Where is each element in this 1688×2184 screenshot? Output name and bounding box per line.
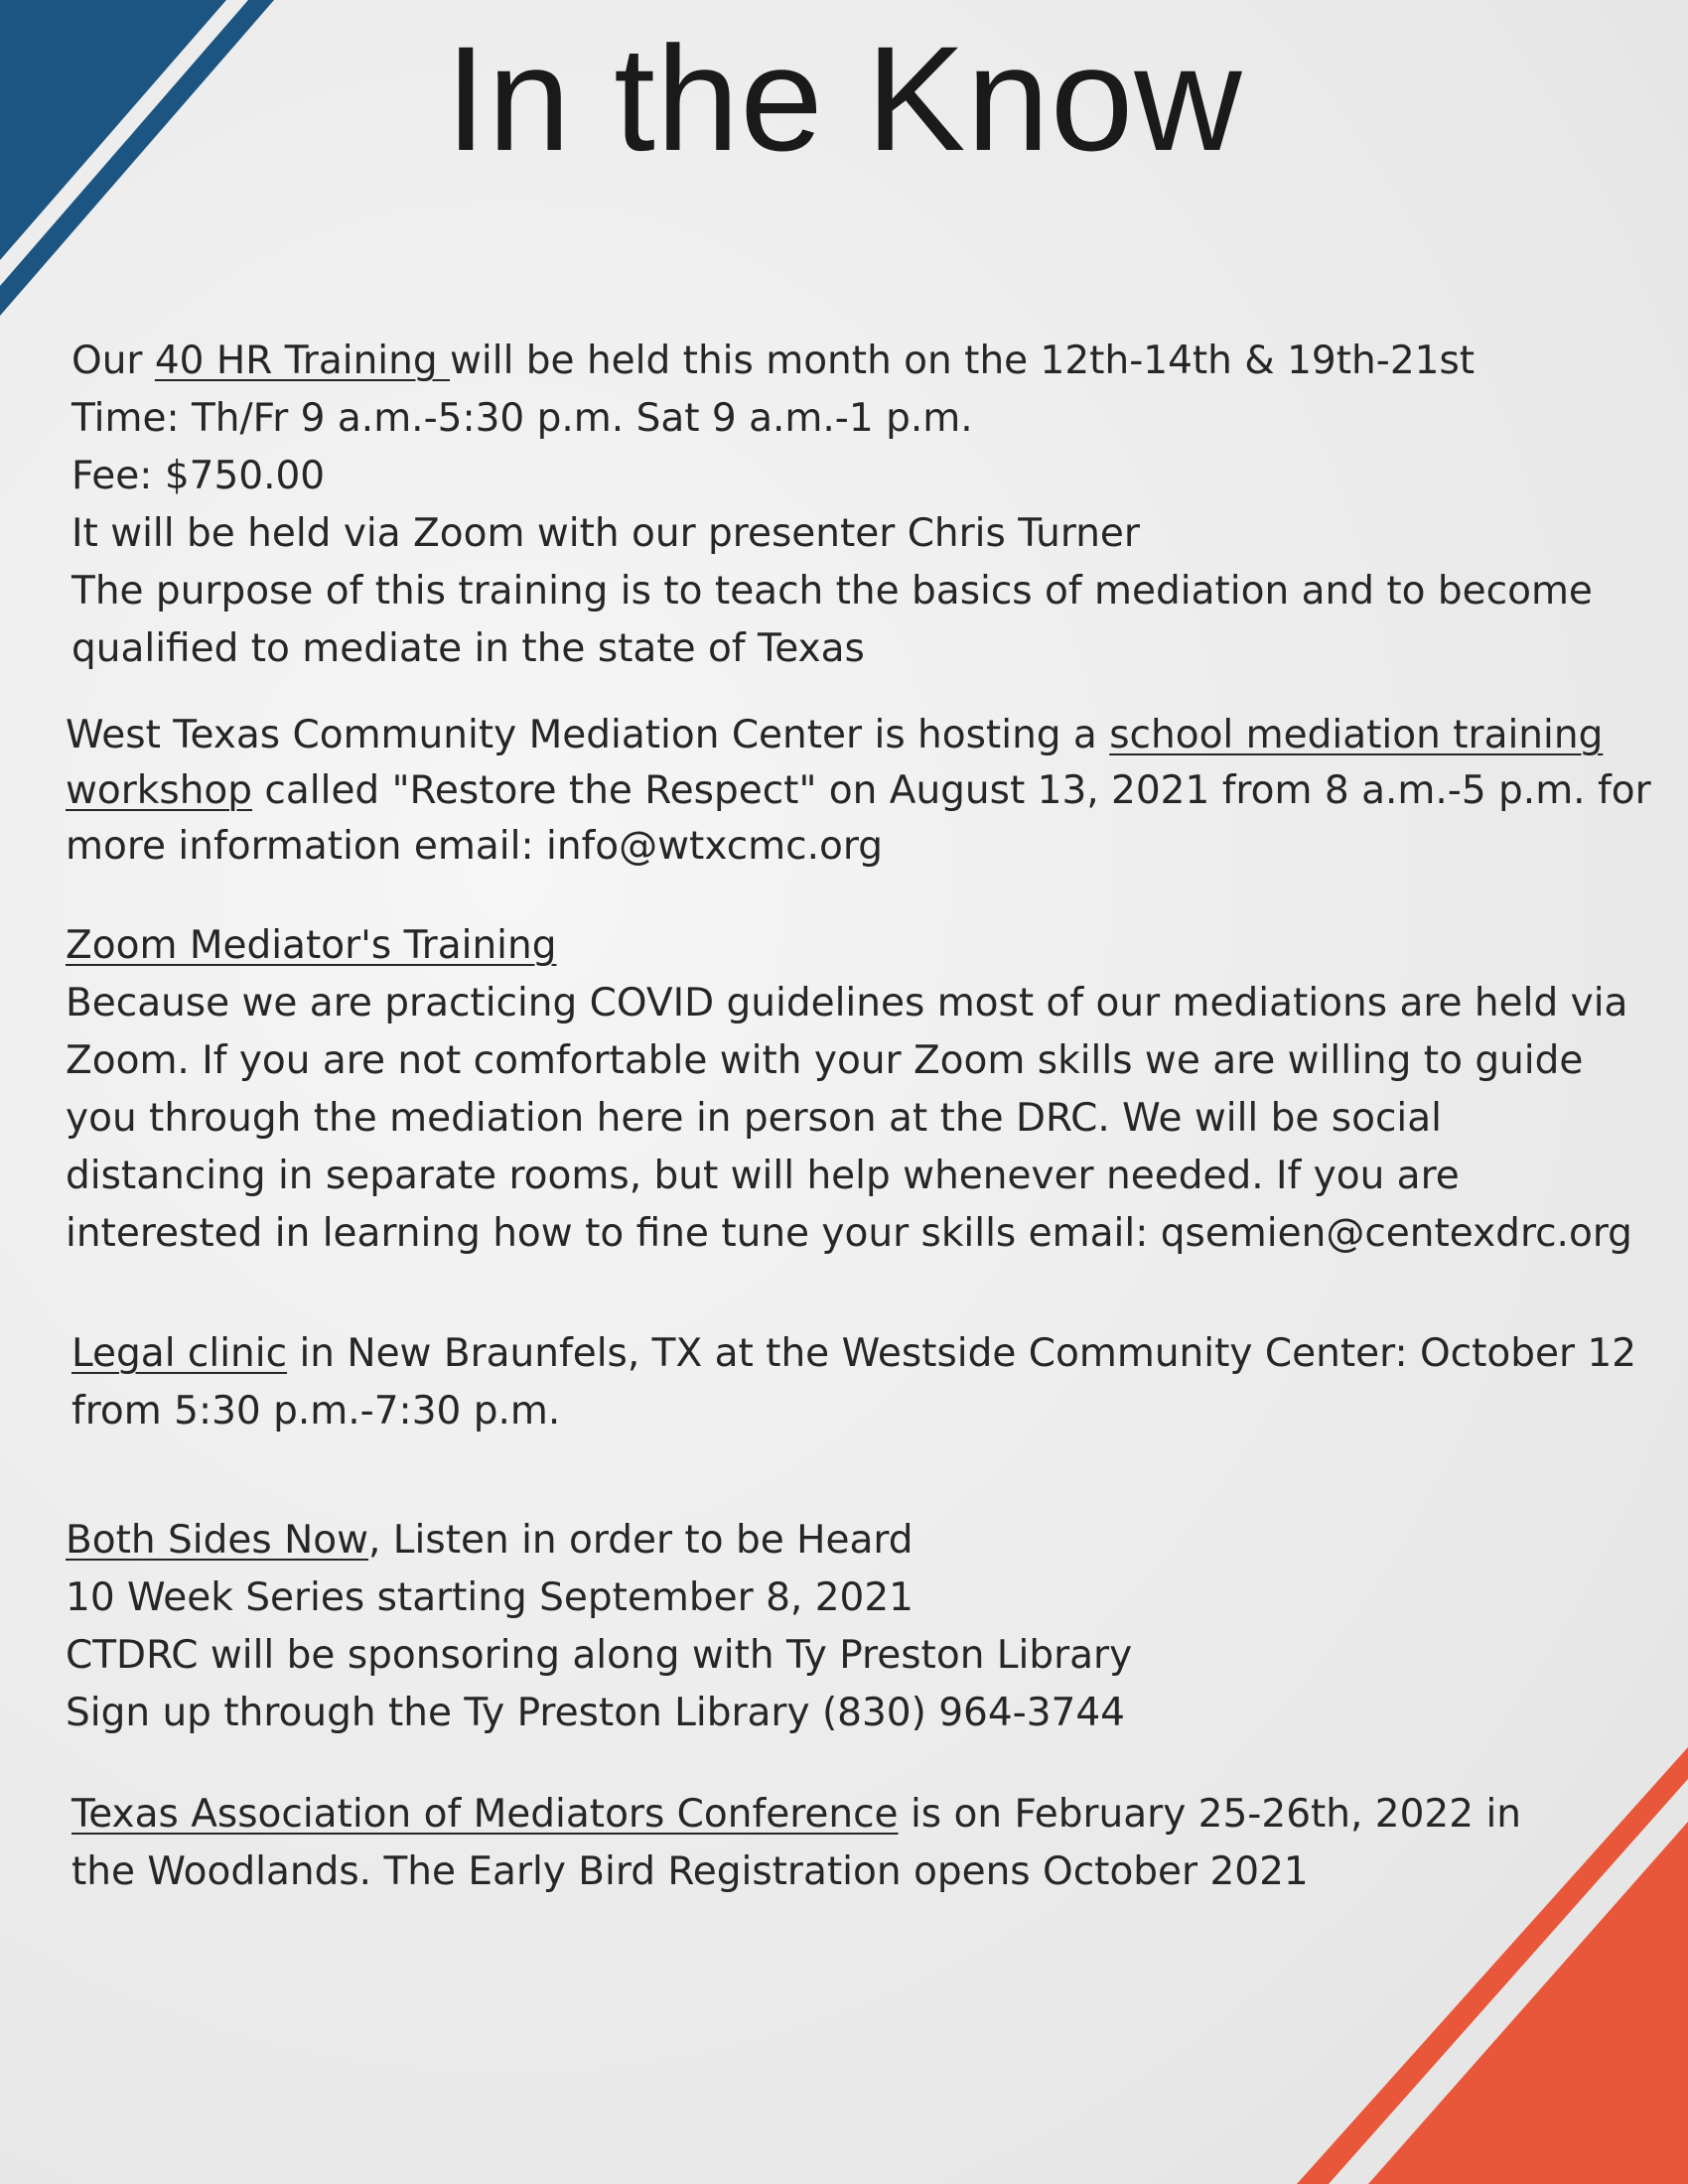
conference-line1 (71, 1786, 1640, 1843)
zoom-training-text-line: Zoom. If you are not comfortable with your Zoom skills we are willing to guide (66, 1038, 1584, 1083)
conference-link[interactable]: Texas Association of Mediators Conference (71, 1792, 899, 1837)
training-40hr-dates: will be held this month on the 12th-14th & 19th-21st (450, 339, 1476, 383)
training-40hr-line1 (71, 333, 1640, 390)
conference-dates: is on February 25-26th, 2022 in (898, 1792, 1522, 1837)
both-sides-sponsor: CTDRC will be sponsoring along with Ty Preston Library (66, 1633, 1133, 1678)
zoom-training-text-line: Because we are practicing COVID guidelines most of our mediations are held via (66, 981, 1628, 1025)
legal-clinic-time: from 5:30 p.m.-7:30 p.m. (71, 1389, 561, 1433)
west-texas-event-details: called "Restore the Respect" on August 13, 2021 from 8 a.m.-5 p.m. for (252, 768, 1651, 813)
training-40hr-section (71, 333, 1640, 678)
legal-clinic-location: in New Braunfels, TX at the Westside Community Center: October 12 (287, 1331, 1637, 1376)
training-40hr-presenter: It will be held via Zoom with our presenter Chris Turner (71, 511, 1140, 556)
training-40hr-intro: Our (71, 339, 155, 383)
both-sides-series: 10 Week Series starting September 8, 2021 (66, 1575, 914, 1620)
conference-section (71, 1786, 1640, 1901)
school-mediation-link-part2[interactable]: workshop (66, 768, 253, 813)
both-sides-section (66, 1512, 1634, 1742)
west-texas-line2 (66, 763, 1651, 819)
training-40hr-purpose-line2: qualified to mediate in the state of Texas (71, 626, 865, 671)
training-40hr-fee: Fee: $750.00 (71, 454, 326, 498)
both-sides-subtitle: , Listen in order to be Heard (368, 1518, 914, 1563)
legal-clinic-link[interactable]: Legal clinic (71, 1331, 288, 1376)
legal-clinic-section (71, 1325, 1640, 1440)
west-texas-contact: more information email: info@wtxcmc.org (66, 824, 883, 869)
zoom-training-section (66, 917, 1634, 1263)
page-title: In the Know (445, 15, 1243, 182)
west-texas-intro: West Texas Community Mediation Center is hosting a (66, 713, 1110, 757)
zoom-training-heading-link[interactable]: Zoom Mediator's Training (66, 923, 557, 968)
both-sides-line1 (66, 1512, 1634, 1570)
zoom-training-text-line: interested in learning how to fine tune your skills email: qsemien@centexdrc.org (66, 1211, 1632, 1256)
training-40hr-link[interactable]: 40 HR Training (154, 339, 450, 383)
both-sides-now-link[interactable]: Both Sides Now (66, 1518, 369, 1563)
legal-clinic-line1 (71, 1325, 1640, 1383)
west-texas-line1 (66, 708, 1634, 763)
training-40hr-time: Time: Th/Fr 9 a.m.-5:30 p.m. Sat 9 a.m.-1 p.m. (71, 396, 973, 441)
west-texas-section (66, 708, 1651, 875)
conference-registration: the Woodlands. The Early Bird Registration opens October 2021 (71, 1849, 1309, 1894)
both-sides-signup: Sign up through the Ty Preston Library (830) 964-3744 (66, 1691, 1125, 1735)
zoom-training-text-line: distancing in separate rooms, but will help whenever needed. If you are (66, 1154, 1460, 1198)
training-40hr-purpose-line1: The purpose of this training is to teach the basics of mediation and to become (71, 569, 1593, 614)
zoom-training-text-line: you through the mediation here in person at the DRC. We will be social (66, 1096, 1442, 1141)
school-mediation-link-part1[interactable]: school mediation training (1109, 713, 1604, 757)
